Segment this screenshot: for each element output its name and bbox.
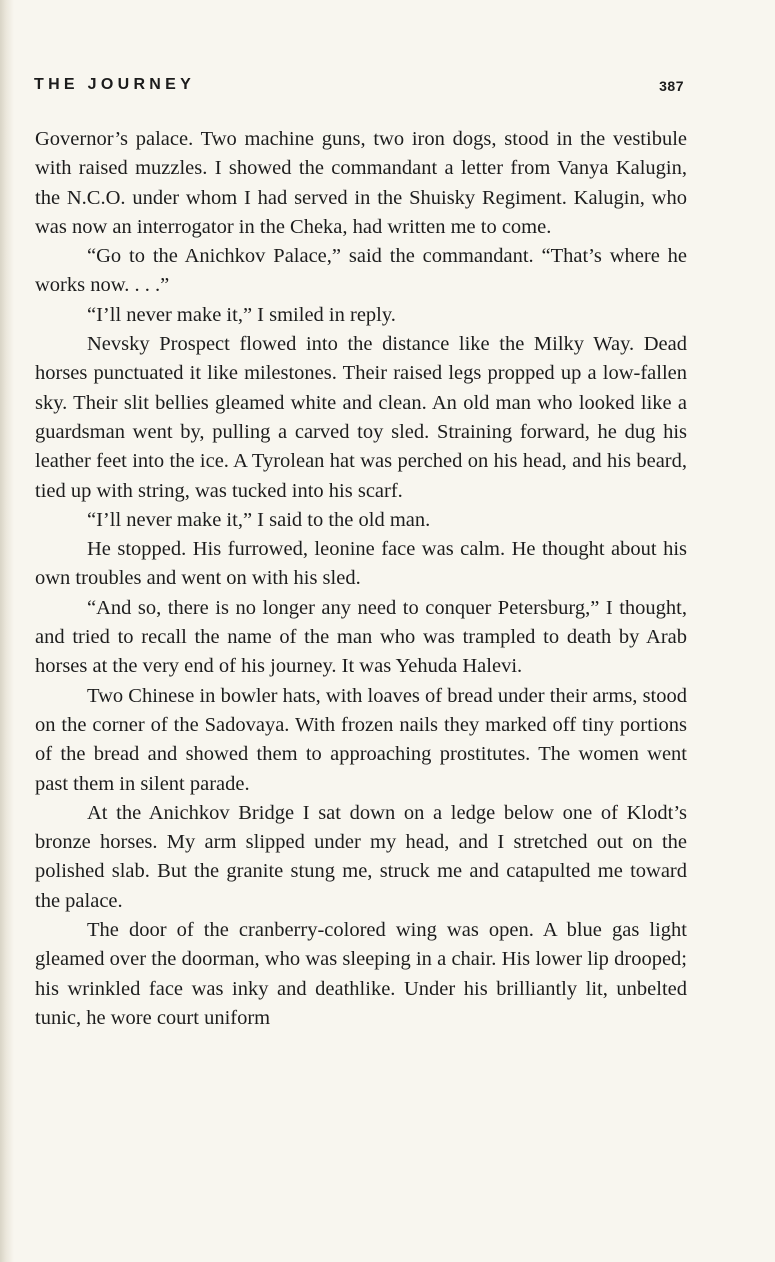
paragraph: He stopped. His furrowed, leonine face was calm. He thought about his own troubles and went on with his sled.: [35, 538, 687, 590]
running-title: THE JOURNEY: [34, 76, 196, 93]
paragraph: Nevsky Prospect flowed into the distance like the Milky Way. Dead horses punctuated it like milestones. Their raised legs propped up a low-fallen sky. Their slit bellies gleamed white and clean. An old man who looked like a guardsman went by, pulling a carved toy sled. Straining forward, he dug his leather feet into the ice. A Tyrolean hat was perched on his head, and his beard, tied up with string, was tucked into his scarf.: [35, 333, 687, 502]
paragraph: “Go to the Anichkov Palace,” said the commandant. “That’s where he works now. . . .”: [35, 245, 687, 297]
paragraph: The door of the cranberry-colored wing was open. A blue gas light gleamed over the doorman, who was sleeping in a chair. His lower lip drooped; his wrinkled face was inky and deathlike. Under his brilliantly lit, unbelted tunic, he wore court uniform: [35, 919, 687, 1029]
running-head: [34, 76, 684, 100]
paragraph: At the Anichkov Bridge I sat down on a ledge below one of Klodt’s bronze horses. My arm slipped under my head, and I stretched out on the polished slab. But the granite stung me, struck me and catapulted me toward the palace.: [35, 801, 687, 912]
paragraph: “I’ll never make it,” I said to the old man.: [87, 508, 431, 531]
paragraph: “And so, there is no longer any need to conquer Petersburg,” I thought, and tried to recall the name of the man who was trampled to death by Arab horses at the very end of his journey. It was Yehuda Halevi.: [35, 596, 687, 678]
paragraph: “I’ll never make it,” I smiled in reply.: [87, 303, 396, 326]
paragraph: Two Chinese in bowler hats, with loaves of bread under their arms, stood on the corner of the Sadovaya. With frozen nails they marked off tiny portions of the bread and showed them to approaching prostitutes. The women went past them in silent parade.: [35, 684, 687, 795]
page-number: 387: [659, 78, 684, 94]
binding-gutter: [0, 0, 14, 1262]
paragraph: Governor’s palace. Two machine guns, two iron dogs, stood in the vestibule with raised muzzles. I showed the commandant a letter from Vanya Kalugin, the N.C.O. under whom I had served in the Shuisky Regiment. Kalugin, who was now an interrogator in the Cheka, had written me to come.: [35, 128, 687, 238]
body-text: [35, 125, 687, 1033]
